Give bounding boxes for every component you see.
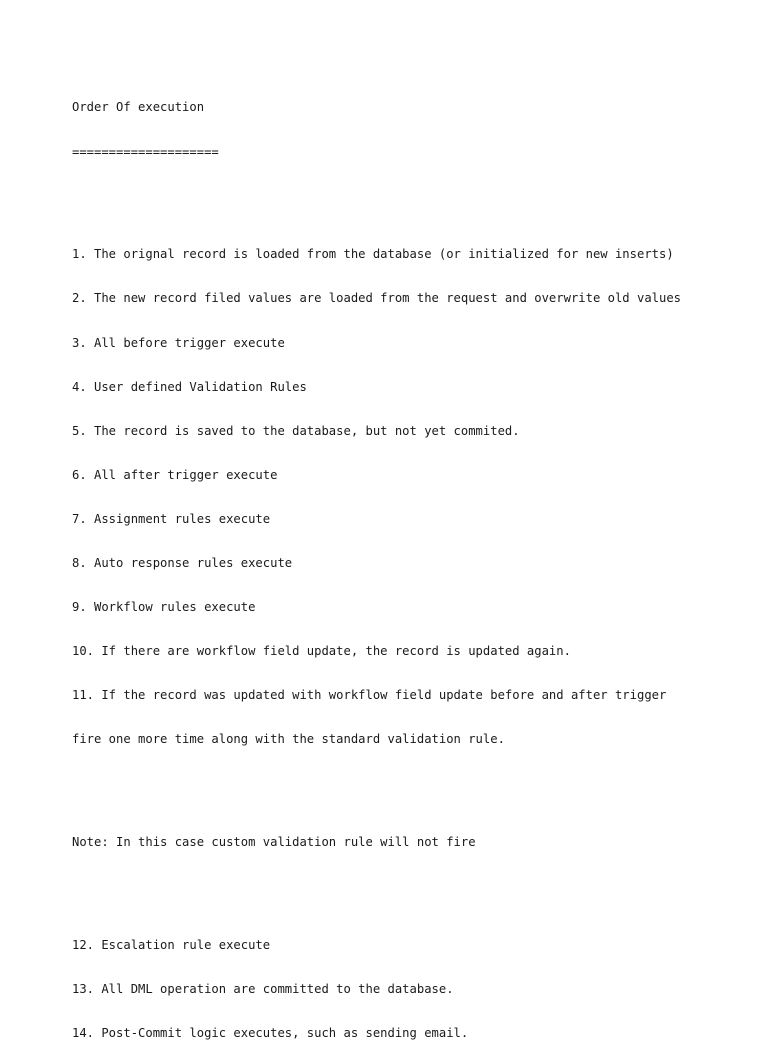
step-line: 11. If the record was updated with workflow field update before and after trigger (72, 688, 667, 703)
step-line: 9. Workflow rules execute (72, 600, 256, 615)
step-line: 7. Assignment rules execute (72, 511, 271, 526)
step-line: 4. User defined Validation Rules (72, 379, 307, 394)
blank-line (72, 791, 752, 806)
step-line: 1. The orignal record is loaded from the database (or initialized for new inserts) (72, 247, 674, 262)
blank-line (72, 879, 752, 894)
step-line-continuation: fire one more time along with the standard validation rule. (72, 732, 505, 747)
step-line: 13. All DML operation are committed to the database. (72, 982, 454, 997)
step-line: 3. All before trigger execute (72, 335, 285, 350)
note-line: Note: In this case custom validation rule will not fire (72, 835, 476, 850)
step-line: 12. Escalation rule execute (72, 938, 271, 953)
step-line: 6. All after trigger execute (72, 467, 278, 482)
document-body (72, 71, 752, 1056)
step-line: 5. The record is saved to the database, but not yet commited. (72, 423, 520, 438)
title-underline: ==================== (72, 144, 219, 159)
step-line: 2. The new record filed values are loaded from the request and overwrite old values (72, 291, 682, 306)
step-line: 14. Post-Commit logic executes, such as sending email. (72, 1026, 469, 1041)
step-line: 10. If there are workflow field update, the record is updated again. (72, 644, 571, 659)
step-line: 8. Auto response rules execute (72, 556, 293, 571)
document-title: Order Of execution (72, 100, 205, 115)
blank-line (72, 189, 752, 204)
